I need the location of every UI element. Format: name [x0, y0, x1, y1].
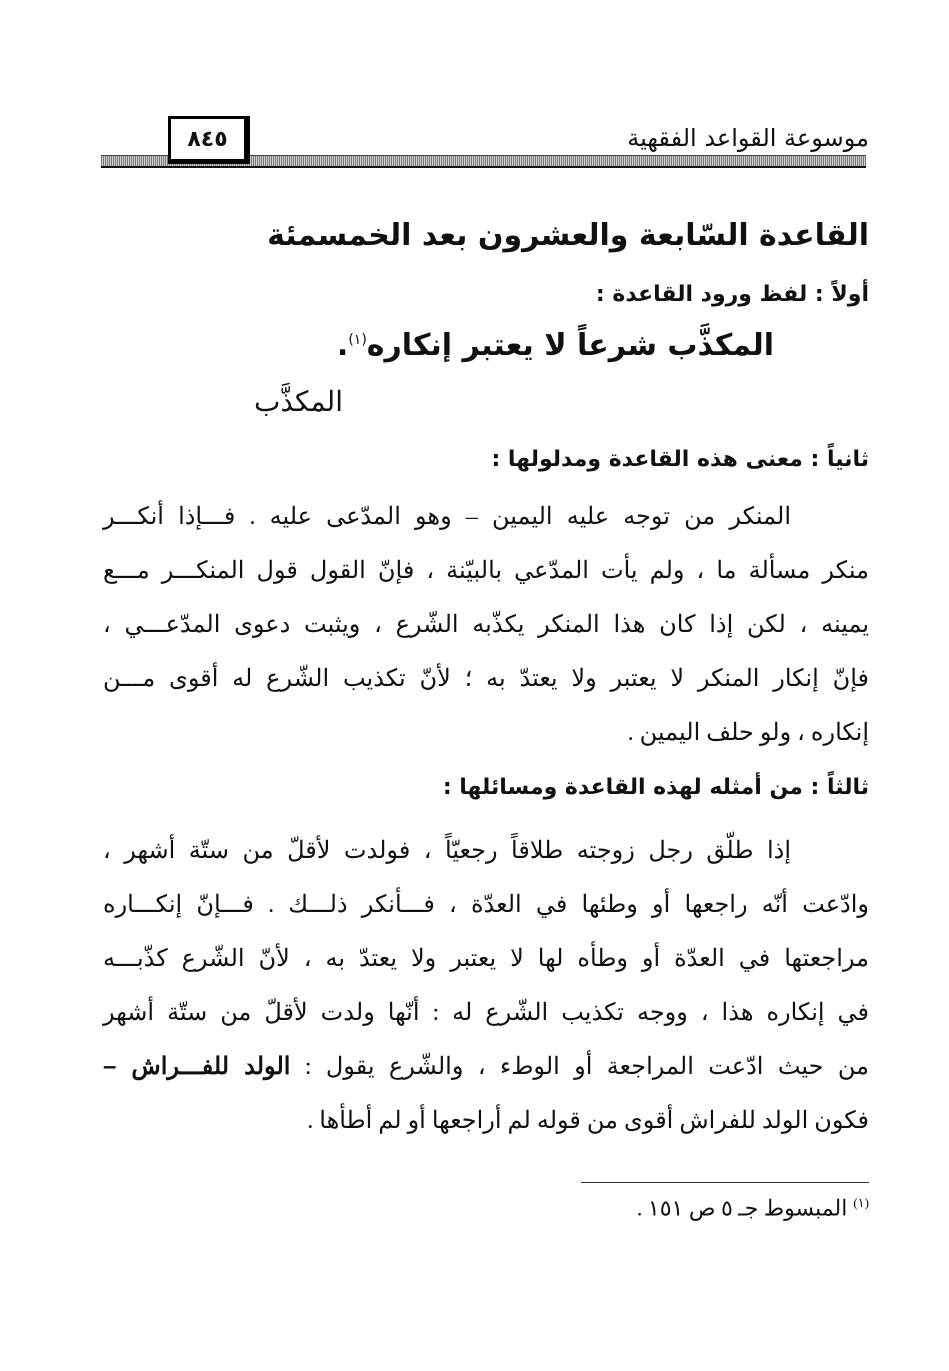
- footnote-ref: (١): [348, 332, 367, 348]
- rule-title: القاعدة السّابعة والعشرون بعد الخمسمئة: [267, 218, 869, 253]
- line-text: من حيث ادّعت المراجعة أو الوطء ، والشّرع يقول :: [290, 1054, 870, 1080]
- rule-text-body: المكذَّب شرعاً لا يعتبر إنكاره: [366, 328, 774, 363]
- paragraph-meaning: [103, 490, 869, 760]
- page-number: ٨٤٥: [187, 126, 228, 152]
- paragraph-line: في إنكاره هذا ، ووجه تكذيب الشّرع له : أنّها ولدت لأقلّ من ستّة أشهر: [103, 1000, 869, 1026]
- footnote-separator: [581, 1182, 869, 1183]
- paragraph-line: المنكر من توجه عليه اليمين – وهو المدّعى عليه . فـــإذا أنكـــر: [103, 504, 791, 530]
- running-title: موسوعة القواعد الفقهية: [627, 124, 869, 152]
- rule-text-end: .: [336, 328, 349, 363]
- rule-text: [337, 328, 774, 363]
- standalone-word: المكذَّب: [253, 385, 343, 418]
- paragraph-line: وادّعت أنّه راجعها أو وطئها في العدّة ، فـــأنكر ذلـــك . فـــإنّ إنكـــاره: [103, 892, 869, 918]
- paragraph-line: [103, 1040, 869, 1094]
- footnote-text: المبسوط جـ ٥ ص ١٥١ .: [636, 1195, 848, 1221]
- paragraph-line: إذا طلّق رجل زوجته طلاقاً رجعيّاً ، فولدت لأقلّ من ستّة أشهر ،: [103, 838, 791, 864]
- paragraph-line: يمينه ، لكن إذا كان هذا المنكر يكذّبه الشّرع ، ويثبت دعوى المدّعـــي ،: [103, 612, 870, 638]
- paragraph-line: منكر مسألة ما ، ولم يأت المدّعي بالبيّنة ، فإنّ القول قول المنكـــر مـــع: [103, 558, 870, 584]
- bold-phrase: الولد للفـــراش –: [103, 1053, 291, 1080]
- section-heading-1: أولاً : لفظ ورود القاعدة :: [595, 282, 869, 307]
- paragraph-line: مراجعتها في العدّة أو وطأه لها لا يعتبر ولا يعتدّ به ، لأنّ الشّرع كذّبـــه: [103, 946, 869, 972]
- paragraph-examples: [103, 824, 869, 1148]
- footnote-marker: (١): [853, 1195, 869, 1210]
- footnote: [637, 1195, 869, 1221]
- section-heading-2: ثانياً : معنى هذه القاعدة ومدلولها :: [491, 447, 869, 472]
- page-number-box: [168, 116, 250, 164]
- section-heading-3: ثالثاً : من أمثله لهذه القاعدة ومسائلها :: [442, 775, 869, 800]
- paragraph-line: فكون الولد للفراش أقوى من قوله لم أراجعها أو لم أطأها .: [307, 1108, 869, 1134]
- paragraph-line: فإنّ إنكار المنكر لا يعتبر ولا يعتدّ به ؛ لأنّ تكذيب الشّرع له أقوى مـــن: [103, 666, 869, 692]
- paragraph-line: إنكاره ، ولو حلف اليمين .: [627, 720, 869, 746]
